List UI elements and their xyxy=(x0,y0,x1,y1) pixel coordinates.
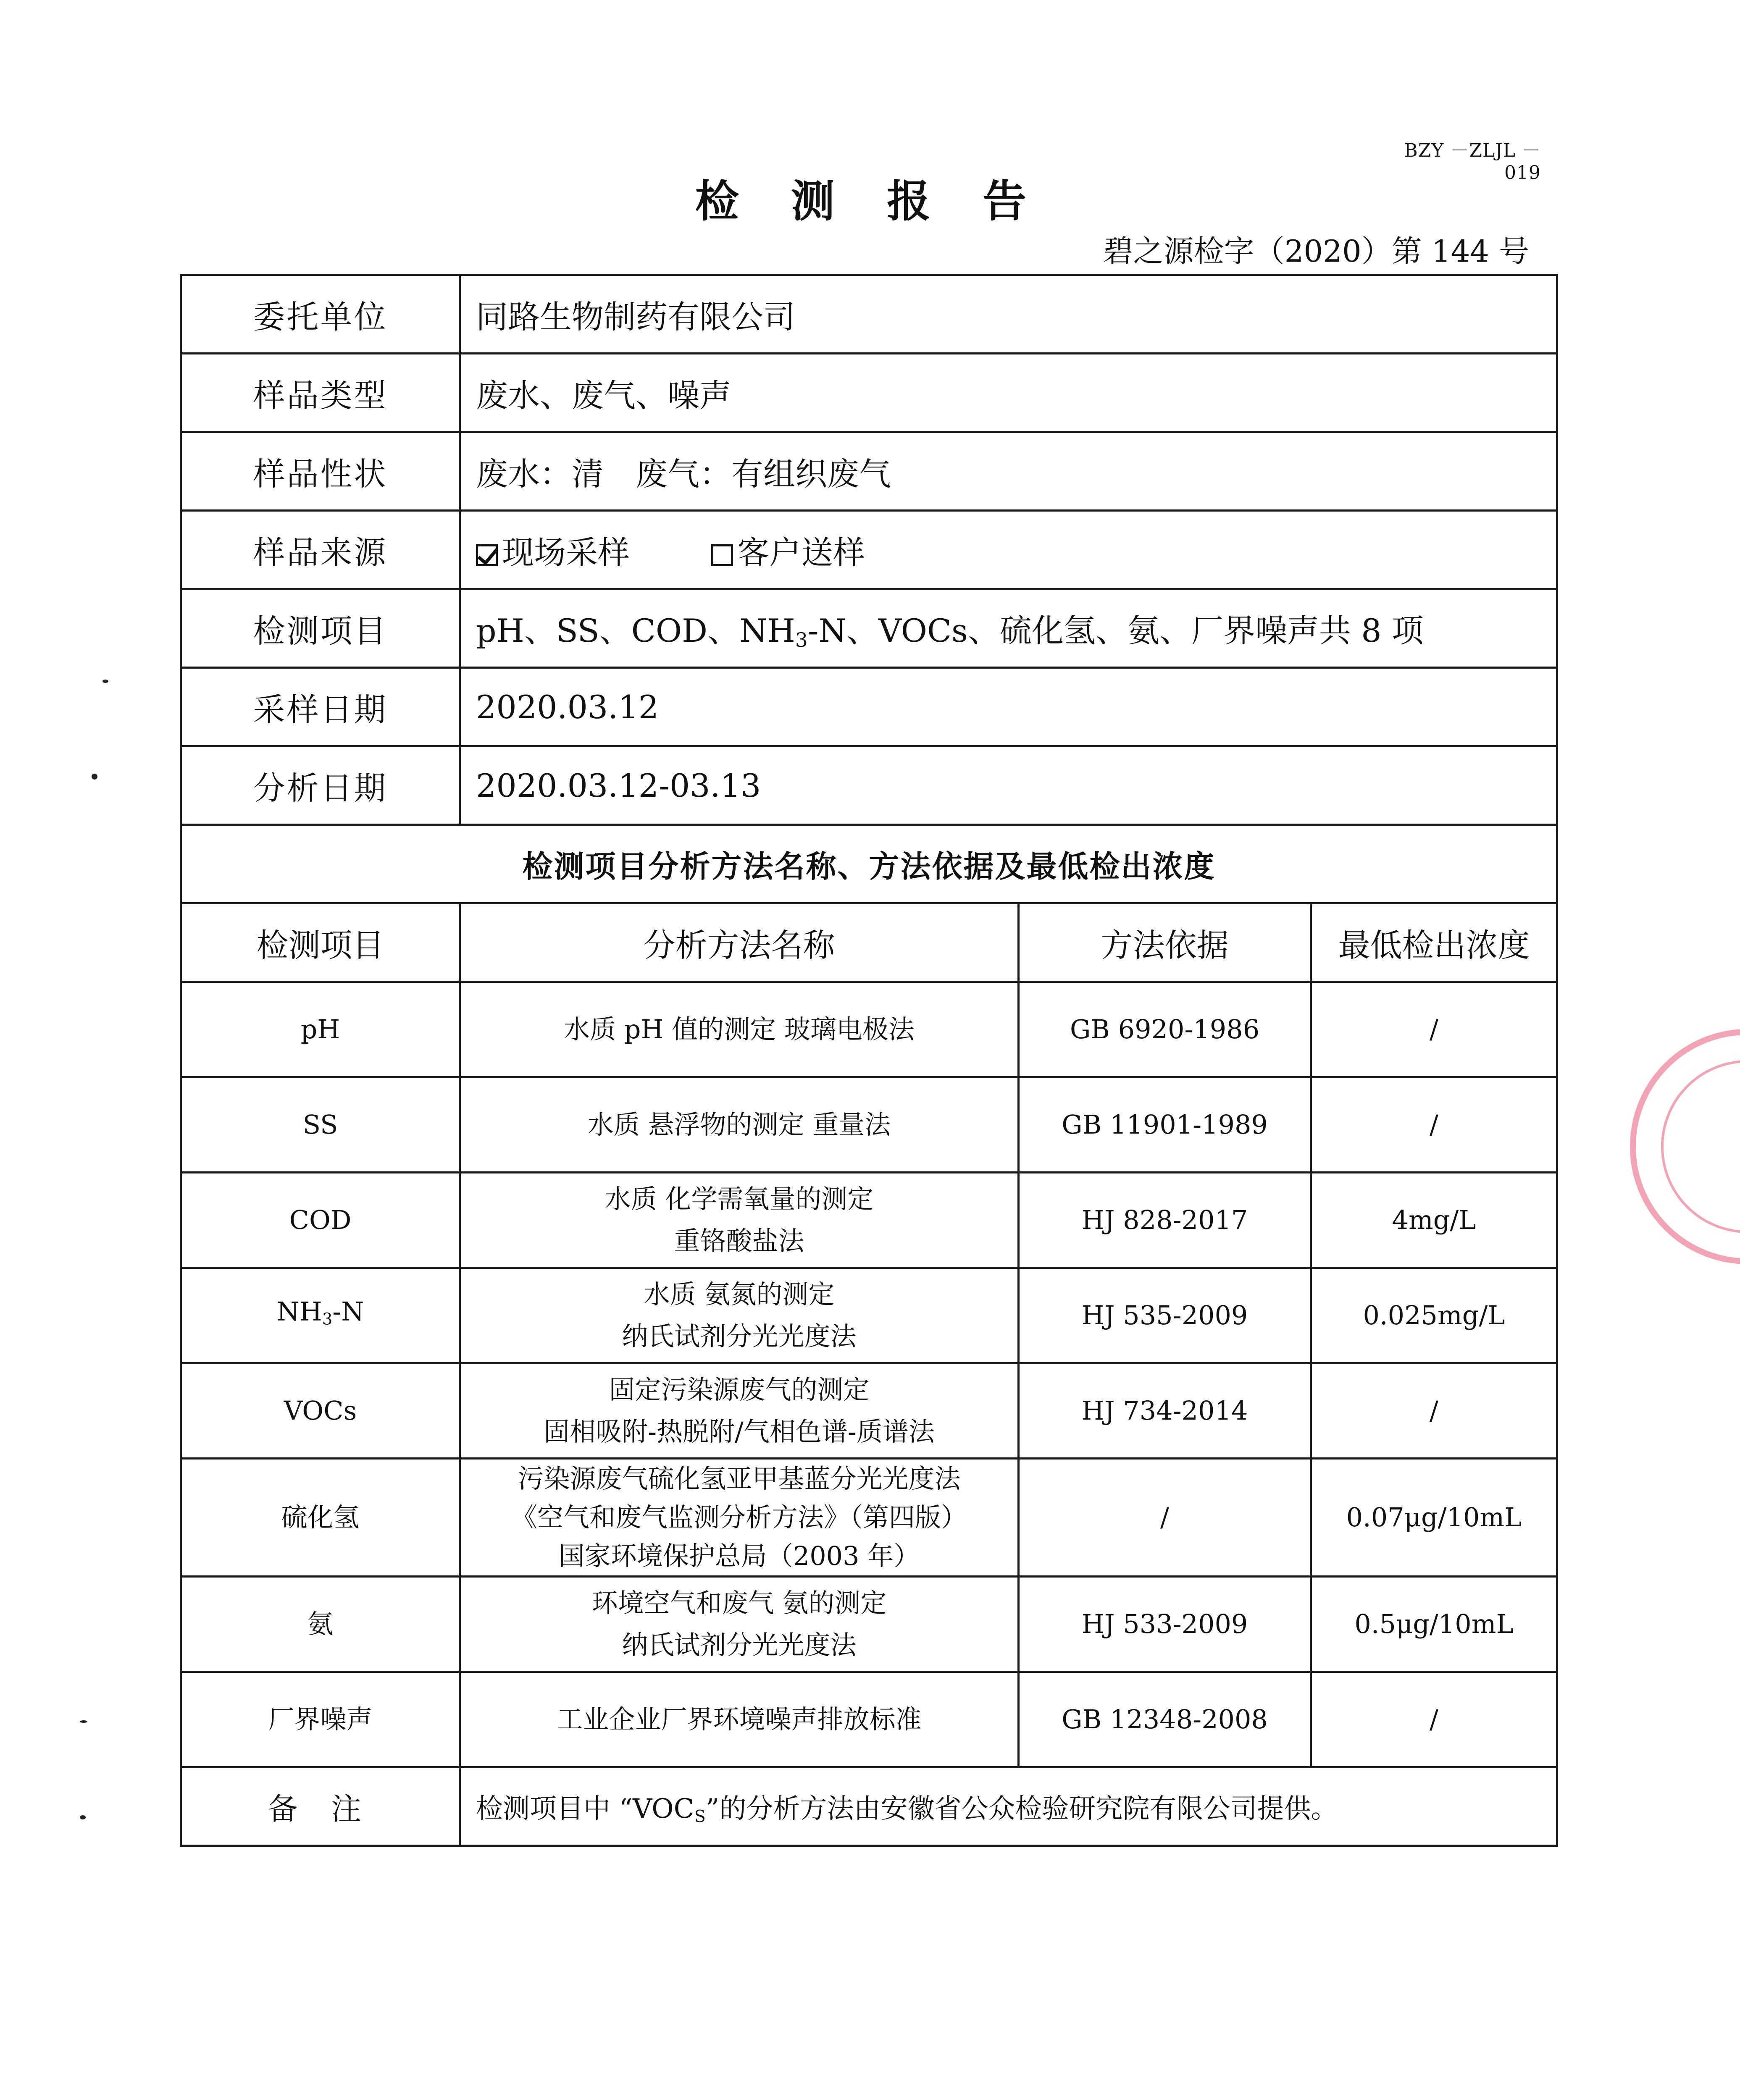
row-method-line: 水质 悬浮物的测定 重量法 xyxy=(587,1109,891,1140)
row-method-line: 固相吸附-热脱附/气相色谱-质谱法 xyxy=(544,1416,935,1447)
remarks-row xyxy=(181,1767,1557,1846)
row-method-line: 国家环境保护总局（2003 年） xyxy=(558,1541,920,1571)
unchecked-checkbox-icon[interactable] xyxy=(711,544,733,566)
row-item: 硫化氢 xyxy=(181,1459,460,1577)
row-method-line: 污染源废气硫化氢亚甲基蓝分光光度法 xyxy=(518,1463,961,1494)
table-row xyxy=(181,1577,1557,1672)
analysis-date-label: 分析日期 xyxy=(181,746,460,825)
header-detection-limit: 最低检出浓度 xyxy=(1311,903,1557,982)
row-method-line: 水质 pH 值的测定 玻璃电极法 xyxy=(564,1014,915,1045)
row-method xyxy=(460,1672,1019,1767)
sample-character-value: 废水：清 废气：有组织废气 xyxy=(460,432,1557,511)
row-basis: HJ 734-2014 xyxy=(1019,1363,1311,1459)
row-item-suffix: -N xyxy=(332,1296,364,1327)
header-method-basis: 方法依据 xyxy=(1019,903,1311,982)
red-seal-stamp xyxy=(1630,1029,1740,1264)
analysis-date-row xyxy=(181,746,1557,825)
onsite-sampling-option[interactable] xyxy=(476,527,630,573)
row-limit: / xyxy=(1311,1077,1557,1173)
sampling-date-label: 采样日期 xyxy=(181,668,460,746)
row-limit: 0.07μg/10mL xyxy=(1311,1459,1557,1577)
table-row xyxy=(181,1459,1557,1577)
table-row xyxy=(181,1268,1557,1363)
table-row xyxy=(181,982,1557,1077)
row-method xyxy=(460,1459,1019,1577)
sampling-date-value: 2020.03.12 xyxy=(460,668,1557,746)
sample-character-label: 样品性状 xyxy=(181,432,460,511)
test-items-prefix: pH、SS、COD、NH xyxy=(476,612,795,649)
sample-source-row xyxy=(181,511,1557,589)
methods-section-title: 检测项目分析方法名称、方法依据及最低检出浓度 xyxy=(181,825,1557,903)
row-method xyxy=(460,1268,1019,1363)
table-row xyxy=(181,1173,1557,1268)
row-basis: HJ 535-2009 xyxy=(1019,1268,1311,1363)
row-method-line: 固定污染源废气的测定 xyxy=(609,1374,870,1405)
onsite-sampling-label: 现场采样 xyxy=(502,533,630,571)
row-item: pH xyxy=(181,982,460,1077)
scan-speck xyxy=(80,1720,87,1723)
row-method xyxy=(460,982,1019,1077)
client-value: 同路生物制药有限公司 xyxy=(460,275,1557,354)
sample-source-label: 样品来源 xyxy=(181,511,460,589)
report-title: 检 测 报 告 xyxy=(695,175,1045,227)
row-basis: GB 6920-1986 xyxy=(1019,982,1311,1077)
remarks-text xyxy=(460,1767,1557,1846)
remarks-prefix: 检测项目中 “VOC xyxy=(476,1793,694,1824)
row-item: COD xyxy=(181,1173,460,1268)
row-limit: / xyxy=(1311,982,1557,1077)
report-number: 碧之源检字（2020）第 144 号 xyxy=(1103,234,1529,269)
row-method xyxy=(460,1173,1019,1268)
row-method-line: 纳氏试剂分光光度法 xyxy=(622,1321,857,1352)
report-table xyxy=(180,274,1558,1847)
row-method-line: 重铬酸盐法 xyxy=(674,1226,804,1256)
sample-type-label: 样品类型 xyxy=(181,354,460,432)
scan-speck xyxy=(80,1815,86,1819)
row-limit: / xyxy=(1311,1672,1557,1767)
row-basis: GB 11901-1989 xyxy=(1019,1077,1311,1173)
remarks-subscript: S xyxy=(694,1806,706,1826)
row-method xyxy=(460,1577,1019,1672)
table-row xyxy=(181,1363,1557,1459)
remarks-suffix: ”的分析方法由安徽省公众检验研究院有限公司提供。 xyxy=(705,1793,1338,1824)
sample-character-row xyxy=(181,432,1557,511)
test-items-label: 检测项目 xyxy=(181,589,460,668)
row-item: 氨 xyxy=(181,1577,460,1672)
row-basis: / xyxy=(1019,1459,1311,1577)
checked-checkbox-icon[interactable] xyxy=(476,544,498,566)
remarks-label: 备 注 xyxy=(181,1767,460,1846)
client-row xyxy=(181,275,1557,354)
row-method-line: 纳氏试剂分光光度法 xyxy=(622,1630,857,1660)
analysis-date-value: 2020.03.12-03.13 xyxy=(460,746,1557,825)
client-delivery-option[interactable] xyxy=(711,527,865,573)
sample-type-value: 废水、废气、噪声 xyxy=(460,354,1557,432)
row-item: SS xyxy=(181,1077,460,1173)
row-method xyxy=(460,1363,1019,1459)
row-method-line: 《空气和废气监测分析方法》（第四版） xyxy=(511,1502,967,1533)
table-row xyxy=(181,1077,1557,1173)
test-items-row xyxy=(181,589,1557,668)
header-test-item: 检测项目 xyxy=(181,903,460,982)
row-item: 厂界噪声 xyxy=(181,1672,460,1767)
test-items-suffix: -N、VOCs、硫化氢、氨、厂界噪声共 8 项 xyxy=(807,612,1424,649)
row-method-line: 水质 氨氮的测定 xyxy=(644,1279,835,1310)
header-method-name: 分析方法名称 xyxy=(460,903,1019,982)
client-delivery-label: 客户送样 xyxy=(737,533,865,571)
row-limit: 0.025mg/L xyxy=(1311,1268,1557,1363)
row-item: VOCs xyxy=(181,1363,460,1459)
row-limit: / xyxy=(1311,1363,1557,1459)
row-basis: GB 12348-2008 xyxy=(1019,1672,1311,1767)
row-method-line: 环境空气和废气 氨的测定 xyxy=(591,1588,887,1618)
scan-speck xyxy=(103,680,108,683)
row-basis: HJ 828-2017 xyxy=(1019,1173,1311,1268)
client-label: 委托单位 xyxy=(181,275,460,354)
row-method xyxy=(460,1077,1019,1173)
document-code: BZY －ZLJL －019 xyxy=(1404,140,1541,184)
row-item-subscript: 3 xyxy=(322,1310,333,1329)
row-method-line: 水质 化学需氧量的测定 xyxy=(605,1184,874,1214)
row-limit: 0.5μg/10mL xyxy=(1311,1577,1557,1672)
sampling-date-row xyxy=(181,668,1557,746)
scan-speck xyxy=(92,774,97,780)
row-item xyxy=(181,1268,460,1363)
row-basis: HJ 533-2009 xyxy=(1019,1577,1311,1672)
sample-type-row xyxy=(181,354,1557,432)
table-row xyxy=(181,1672,1557,1767)
test-items-subscript: 3 xyxy=(795,628,808,652)
row-item-main: NH xyxy=(276,1296,322,1327)
methods-section-row xyxy=(181,825,1557,903)
sample-source-options xyxy=(460,511,1557,589)
row-method-line: 工业企业厂界环境噪声排放标准 xyxy=(557,1704,922,1735)
methods-header-row xyxy=(181,903,1557,982)
test-items-value xyxy=(460,589,1557,668)
row-limit: 4mg/L xyxy=(1311,1173,1557,1268)
